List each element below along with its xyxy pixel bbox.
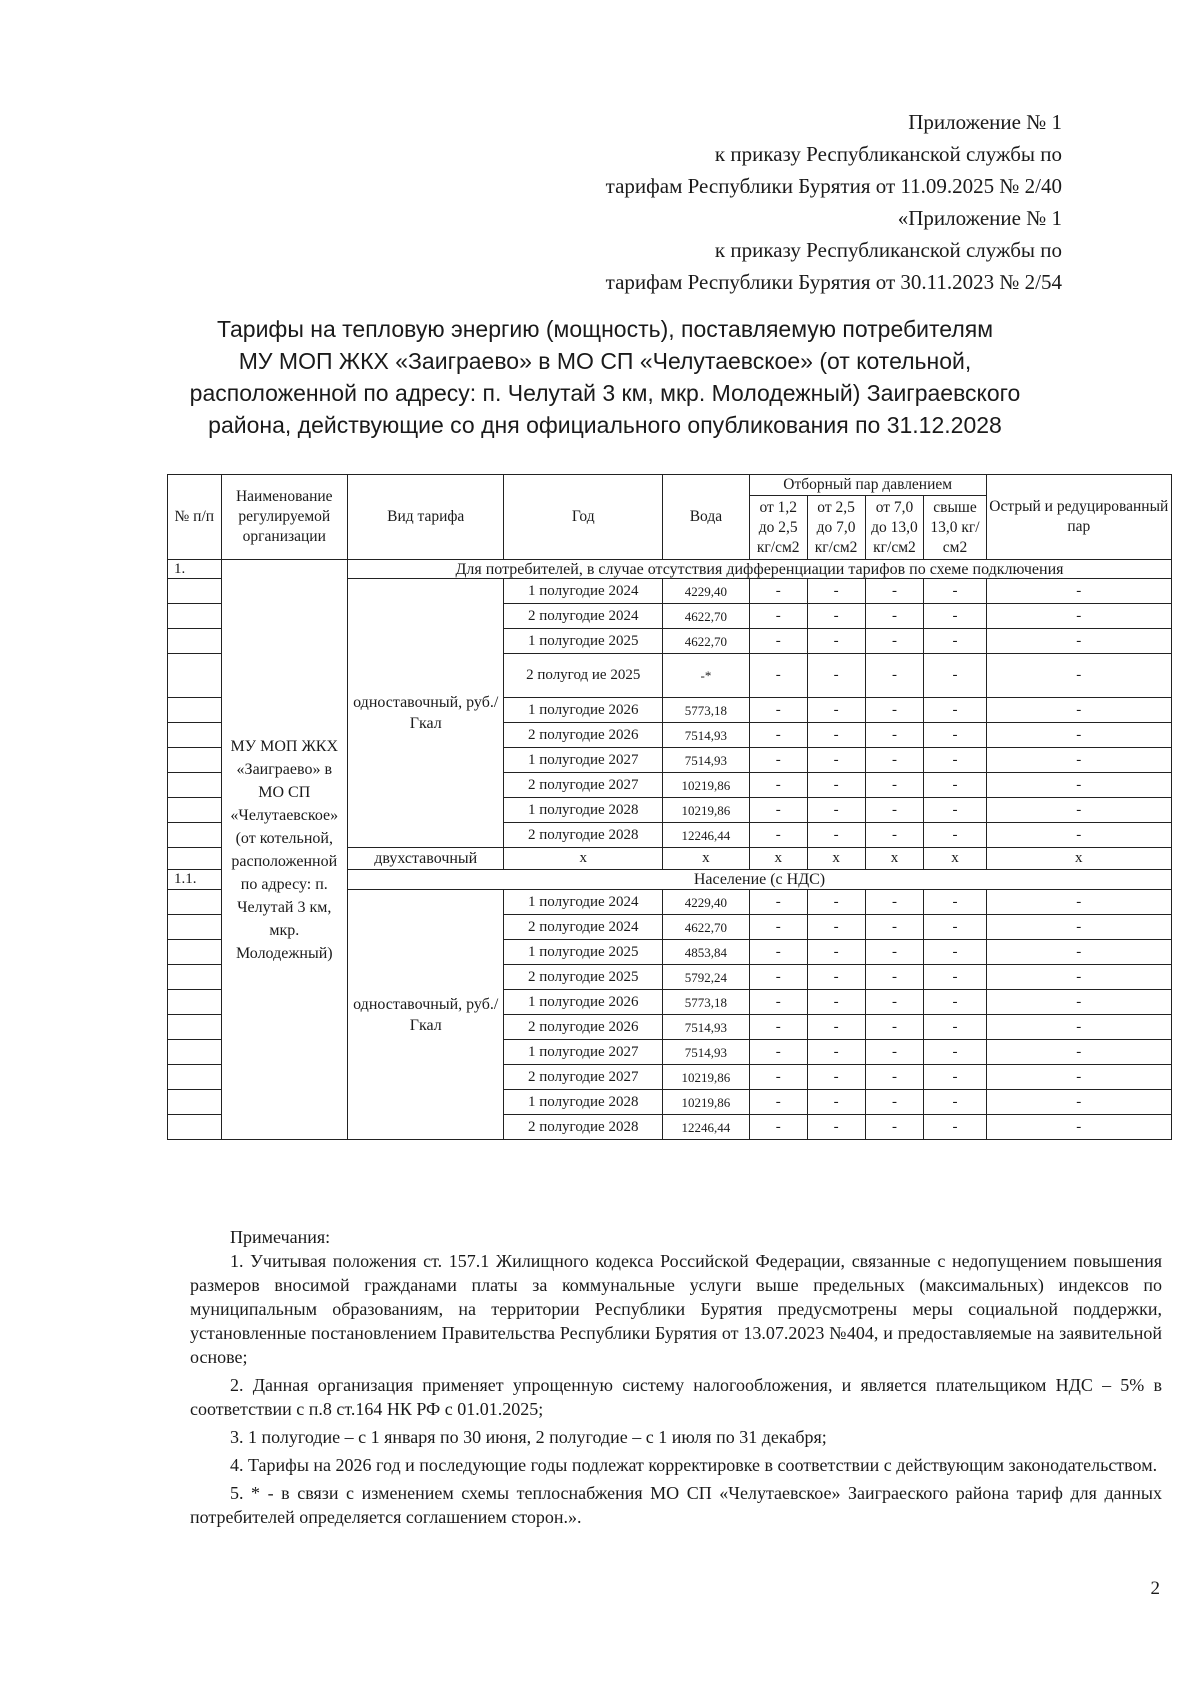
x-cell: x: [807, 848, 865, 870]
dash-cell: -: [924, 940, 986, 965]
dash-cell: -: [865, 579, 924, 604]
dash-cell: -: [749, 579, 807, 604]
dash-cell: -: [865, 823, 924, 848]
dash-cell: -: [924, 965, 986, 990]
dash-cell: -: [865, 1040, 924, 1065]
section-title: Для потребителей, в случае отсутствия дифференциации тарифов по схеме подключения: [348, 560, 1172, 579]
dash-cell: -: [865, 748, 924, 773]
header-pressure-4: свыше 13,0 кг/см2: [924, 496, 986, 560]
year-cell: 1 полугодие 2026: [504, 698, 663, 723]
dash-cell: -: [807, 915, 865, 940]
year-cell: 1 полугодие 2024: [504, 579, 663, 604]
dash-cell: -: [807, 1115, 865, 1140]
notes-heading: Примечания:: [230, 1227, 331, 1247]
dash-cell: -: [986, 654, 1171, 698]
dash-cell: -: [986, 698, 1171, 723]
dash-cell: -: [749, 965, 807, 990]
header-year: Год: [504, 475, 663, 560]
water-tariff: 4229,40: [663, 890, 750, 915]
dash-cell: -: [865, 990, 924, 1015]
year-cell: 2 полугодие 2024: [504, 604, 663, 629]
dash-cell: -: [807, 965, 865, 990]
header-line: тарифам Республики Бурятия от 30.11.2023 № 2/54: [605, 270, 1062, 294]
row-number: 1.1.: [168, 870, 222, 890]
dash-cell: -: [986, 1040, 1171, 1065]
dash-cell: -: [749, 890, 807, 915]
dash-cell: -: [865, 890, 924, 915]
dash-cell: -: [807, 629, 865, 654]
dash-cell: -: [749, 798, 807, 823]
title-line: Тарифы на тепловую энергию (мощность), поставляемую потребителям: [216, 316, 994, 342]
dash-cell: -: [924, 798, 986, 823]
note-2: 2. Данная организация применяет упрощенную систему налогообложения, и является плательщиком НДС – 5% в соответствии с п.8 ст.164 НК РФ с 01.01.2025;: [190, 1375, 1162, 1419]
row-number: [168, 798, 222, 823]
row-number: [168, 698, 222, 723]
year-cell: 2 полугодие 2027: [504, 1065, 663, 1090]
dash-cell: -: [986, 798, 1171, 823]
dash-cell: -: [865, 1090, 924, 1115]
dash-cell: -: [807, 1015, 865, 1040]
row-number: 1.: [168, 560, 222, 579]
dash-cell: -: [986, 1065, 1171, 1090]
tariff-type: одноставочный, руб./Гкал: [348, 890, 504, 1140]
water-tariff: 4622,70: [663, 915, 750, 940]
section-title: Население (с НДС): [348, 870, 1172, 890]
year-cell: 1 полугодие 2027: [504, 1040, 663, 1065]
header-num: № п/п: [168, 475, 222, 560]
title-line: МУ МОП ЖКХ «Заиграево» в МО СП «Челутаевское» (от котельной,: [238, 348, 972, 374]
dash-cell: -: [986, 604, 1171, 629]
water-tariff: 12246,44: [663, 823, 750, 848]
year-cell: 2 полугодие 2028: [504, 823, 663, 848]
dash-cell: -: [749, 1015, 807, 1040]
dash-cell: -: [749, 1115, 807, 1140]
page-number: 2: [1150, 1578, 1160, 1599]
header-vid: Вид тарифа: [348, 475, 504, 560]
header-steam-group: Отборный пар давлением: [749, 475, 986, 496]
x-cell: x: [865, 848, 924, 870]
dash-cell: -: [924, 823, 986, 848]
row-number: [168, 1090, 222, 1115]
dash-cell: -: [986, 990, 1171, 1015]
header-pressure-1: от 1,2 до 2,5 кг/см2: [749, 496, 807, 560]
row-number: [168, 823, 222, 848]
dash-cell: -: [986, 1090, 1171, 1115]
dash-cell: -: [749, 773, 807, 798]
dash-cell: -: [807, 698, 865, 723]
dash-cell: -: [865, 698, 924, 723]
dash-cell: -: [986, 940, 1171, 965]
tariff-type: одноставочный, руб./Гкал: [348, 579, 504, 848]
dash-cell: -: [749, 1065, 807, 1090]
dash-cell: -: [986, 723, 1171, 748]
year-cell: 2 полугодие 2024: [504, 915, 663, 940]
dash-cell: -: [749, 723, 807, 748]
dash-cell: -: [986, 890, 1171, 915]
row-number: [168, 940, 222, 965]
year-cell: 1 полугодие 2028: [504, 1090, 663, 1115]
note-5: 5. * - в связи с изменением схемы теплоснабжения МО СП «Челутаевское» Заиграеского района тариф для данных потребителей определяется соглашением сторон.».: [190, 1483, 1162, 1527]
year-cell: 1 полугодие 2027: [504, 748, 663, 773]
x-cell: x: [504, 848, 663, 870]
water-tariff: 5773,18: [663, 990, 750, 1015]
dash-cell: -: [749, 698, 807, 723]
header-pressure-3: от 7,0 до 13,0 кг/см2: [865, 496, 924, 560]
water-tariff: 7514,93: [663, 1040, 750, 1065]
water-tariff: 7514,93: [663, 748, 750, 773]
dash-cell: -: [807, 604, 865, 629]
header-sharp-steam: Острый и редуцированный пар: [986, 475, 1171, 560]
dash-cell: -: [924, 654, 986, 698]
dash-cell: -: [749, 823, 807, 848]
header-org: Наименование регулируемой организации: [221, 475, 347, 560]
row-number: [168, 629, 222, 654]
water-tariff: 7514,93: [663, 723, 750, 748]
dash-cell: -: [924, 1065, 986, 1090]
dash-cell: -: [865, 1065, 924, 1090]
dash-cell: -: [807, 798, 865, 823]
year-cell: 2 полугодие 2028: [504, 1115, 663, 1140]
dash-cell: -: [986, 629, 1171, 654]
dash-cell: -: [924, 1090, 986, 1115]
tariff-type: двухставочный: [348, 848, 504, 870]
year-cell: 2 полугод ие 2025: [504, 654, 663, 698]
dash-cell: -: [986, 915, 1171, 940]
dash-cell: -: [749, 604, 807, 629]
header-pressure-2: от 2,5 до 7,0 кг/см2: [807, 496, 865, 560]
water-tariff: 7514,93: [663, 1015, 750, 1040]
dash-cell: -: [924, 773, 986, 798]
water-tariff: 5792,24: [663, 965, 750, 990]
dash-cell: -: [924, 748, 986, 773]
dash-cell: -: [865, 723, 924, 748]
water-tariff: 4622,70: [663, 629, 750, 654]
dash-cell: -: [924, 579, 986, 604]
row-number: [168, 1015, 222, 1040]
dash-cell: -: [865, 1115, 924, 1140]
year-cell: 2 полугодие 2027: [504, 773, 663, 798]
year-cell: 1 полугодие 2024: [504, 890, 663, 915]
org-name: МУ МОП ЖКХ «Заиграево» в МО СП «Челутаевское» (от котельной, расположенной по адресу: п. Челутай 3 км, мкр. Молодежный): [221, 560, 347, 1140]
year-cell: 1 полугодие 2026: [504, 990, 663, 1015]
dash-cell: -: [865, 773, 924, 798]
dash-cell: -: [865, 798, 924, 823]
dash-cell: -: [865, 604, 924, 629]
section-row: [168, 560, 1172, 579]
dash-cell: -: [865, 1015, 924, 1040]
water-tariff: 4853,84: [663, 940, 750, 965]
row-number: [168, 1115, 222, 1140]
dash-cell: -: [807, 823, 865, 848]
dash-cell: -: [749, 654, 807, 698]
dash-cell: -: [986, 965, 1171, 990]
dash-cell: -: [924, 698, 986, 723]
document-title: [150, 313, 1060, 441]
notes: [190, 1225, 1162, 1533]
row-number: [168, 990, 222, 1015]
dash-cell: -: [749, 629, 807, 654]
water-tariff: 4229,40: [663, 579, 750, 604]
year-cell: 2 полугодие 2026: [504, 723, 663, 748]
dash-cell: -: [807, 1065, 865, 1090]
dash-cell: -: [749, 915, 807, 940]
dash-cell: -: [986, 748, 1171, 773]
dash-cell: -: [865, 940, 924, 965]
header-line: Приложение № 1: [908, 110, 1062, 134]
row-number: [168, 773, 222, 798]
water-tariff: -*: [663, 654, 750, 698]
water-tariff: 10219,86: [663, 1090, 750, 1115]
row-number: [168, 1065, 222, 1090]
dash-cell: -: [807, 723, 865, 748]
note-3: 3. 1 полугодие – с 1 января по 30 июня, 2 полугодие – с 1 июля по 31 декабря;: [230, 1427, 827, 1447]
tariff-table: [167, 474, 1172, 1140]
dash-cell: -: [924, 1040, 986, 1065]
water-tariff: 10219,86: [663, 773, 750, 798]
water-tariff: 5773,18: [663, 698, 750, 723]
water-tariff: 4622,70: [663, 604, 750, 629]
dash-cell: -: [865, 965, 924, 990]
row-number: [168, 848, 222, 870]
row-number: [168, 723, 222, 748]
dash-cell: -: [986, 773, 1171, 798]
dash-cell: -: [749, 1040, 807, 1065]
x-cell: x: [924, 848, 986, 870]
dash-cell: -: [986, 1015, 1171, 1040]
row-number: [168, 748, 222, 773]
water-tariff: 10219,86: [663, 1065, 750, 1090]
header-water: Вода: [663, 475, 750, 560]
dash-cell: -: [986, 579, 1171, 604]
dash-cell: -: [924, 604, 986, 629]
dash-cell: -: [807, 940, 865, 965]
dash-cell: -: [865, 629, 924, 654]
appendix-header: [606, 106, 1062, 298]
year-cell: 1 полугодие 2028: [504, 798, 663, 823]
dash-cell: -: [749, 1090, 807, 1115]
row-number: [168, 890, 222, 915]
dash-cell: -: [986, 823, 1171, 848]
title-line: района, действующие со дня официального опубликования по 31.12.2028: [208, 412, 1002, 438]
tariff-table-body: [168, 560, 1172, 1140]
dash-cell: -: [807, 579, 865, 604]
note-1: 1. Учитывая положения ст. 157.1 Жилищного кодекса Российской Федерации, связанные с недопущением повышения размеров вносимой гражданами платы за коммунальные услуги выше предельных (максимальных) индексов по муниципальным образованиям, на территории Республики Бурятия предусмотрены меры социальной поддержки, установленные постановлением Правительства Республики Бурятия от 13.07.2023 №404, и предоставляемые на заявительной основе;: [190, 1251, 1162, 1367]
year-cell: 2 полугодие 2025: [504, 965, 663, 990]
row-number: [168, 604, 222, 629]
x-cell: x: [663, 848, 750, 870]
dash-cell: -: [924, 629, 986, 654]
dash-cell: -: [807, 1040, 865, 1065]
dash-cell: -: [749, 990, 807, 1015]
dash-cell: -: [924, 1115, 986, 1140]
water-tariff: 12246,44: [663, 1115, 750, 1140]
title-line: расположенной по адресу: п. Челутай 3 км, мкр. Молодежный) Заиграевского: [189, 380, 1021, 406]
dash-cell: -: [749, 940, 807, 965]
header-line: к приказу Республиканской службы по: [714, 238, 1062, 262]
row-number: [168, 915, 222, 940]
dash-cell: -: [807, 1090, 865, 1115]
note-4: 4. Тарифы на 2026 год и последующие годы подлежат корректировке в соответствии с действующим законодательством.: [230, 1455, 1158, 1475]
x-cell: x: [749, 848, 807, 870]
dash-cell: -: [807, 654, 865, 698]
year-cell: 1 полугодие 2025: [504, 940, 663, 965]
dash-cell: -: [749, 748, 807, 773]
header-line: «Приложение № 1: [897, 206, 1062, 230]
water-tariff: 10219,86: [663, 798, 750, 823]
dash-cell: -: [807, 748, 865, 773]
year-cell: 2 полугодие 2026: [504, 1015, 663, 1040]
dash-cell: -: [865, 654, 924, 698]
dash-cell: -: [807, 773, 865, 798]
row-number: [168, 965, 222, 990]
dash-cell: -: [924, 890, 986, 915]
dash-cell: -: [924, 1015, 986, 1040]
dash-cell: -: [924, 915, 986, 940]
row-number: [168, 579, 222, 604]
dash-cell: -: [807, 890, 865, 915]
dash-cell: -: [865, 915, 924, 940]
row-number: [168, 1040, 222, 1065]
dash-cell: -: [924, 990, 986, 1015]
header-line: к приказу Республиканской службы по: [714, 142, 1062, 166]
x-cell: x: [986, 848, 1171, 870]
dash-cell: -: [807, 990, 865, 1015]
year-cell: 1 полугодие 2025: [504, 629, 663, 654]
dash-cell: -: [924, 723, 986, 748]
header-line: тарифам Республики Бурятия от 11.09.2025 № 2/40: [605, 174, 1062, 198]
dash-cell: -: [986, 1115, 1171, 1140]
row-number: [168, 654, 222, 698]
